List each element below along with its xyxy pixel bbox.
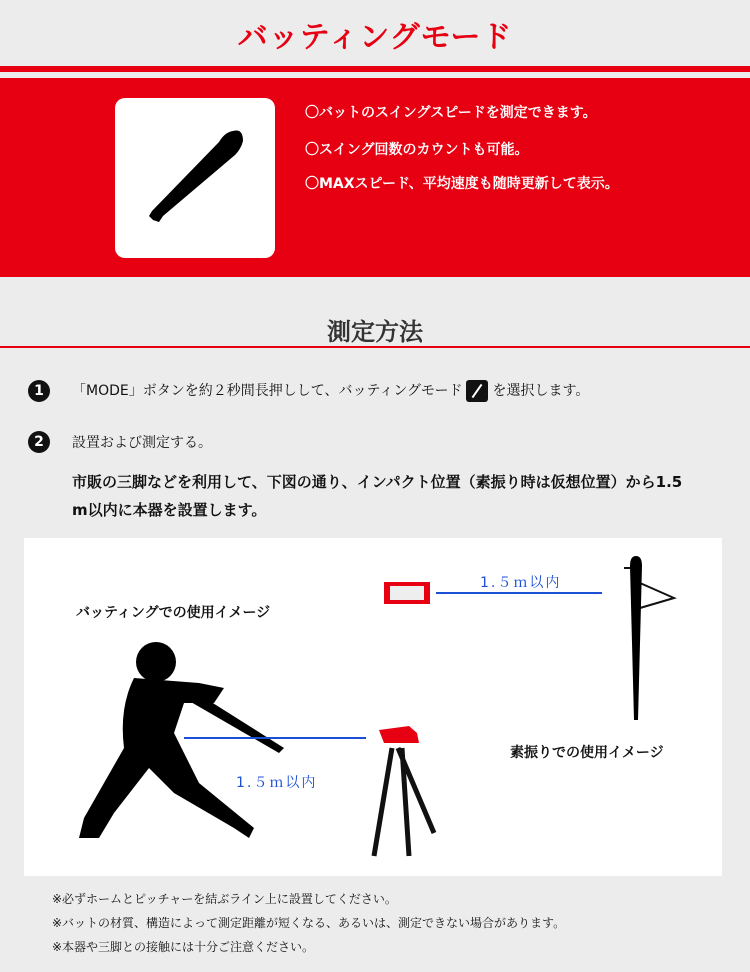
step-number-2: 2 bbox=[28, 431, 50, 453]
divider bbox=[0, 346, 750, 348]
swing-bat bbox=[624, 556, 674, 720]
feature-2: 〇スイング回数のカウントも可能。 bbox=[305, 142, 529, 158]
tripod-device bbox=[374, 726, 434, 856]
feature-1: 〇バットのスイングスピードを測定できます。 bbox=[305, 105, 597, 121]
swing-label: 素振りでの使用イメージ bbox=[510, 745, 664, 761]
device-small bbox=[384, 582, 430, 604]
divider bbox=[0, 66, 750, 72]
page-title: バッティングモード bbox=[237, 20, 513, 55]
step-2-detail-1: 市販の三脚などを利用して、下図の通り、インパクト位置（素振り時は仮想位置）から1.5 bbox=[72, 473, 683, 491]
step-1-text bbox=[72, 380, 589, 402]
note-3: ※本器や三脚との接触には十分ご注意ください。 bbox=[52, 940, 315, 954]
distance-batting: 1.５ｍ以内 bbox=[236, 775, 318, 791]
batting-label: バッティングでの使用イメージ bbox=[76, 605, 271, 621]
step-1-before: 「MODE」ボタンを約２秒間長押しして、バッティングモード bbox=[72, 383, 463, 399]
step-number-1: 1 bbox=[28, 380, 50, 402]
section-heading: 測定方法 bbox=[327, 318, 423, 346]
feature-3: 〇MAXスピード、平均速度も随時更新して表示。 bbox=[305, 176, 619, 192]
distance-swing: 1.５ｍ以内 bbox=[480, 575, 562, 591]
batter-silhouette bbox=[79, 642, 284, 838]
note-1: ※必ずホームとピッチャーを結ぶライン上に設置してください。 bbox=[52, 892, 397, 906]
bat-icon bbox=[115, 98, 275, 258]
illustration-panel bbox=[24, 538, 722, 876]
step-2-detail-2: m以内に本器を設置します。 bbox=[72, 501, 267, 519]
step-1-after: を選択します。 bbox=[492, 383, 590, 399]
batting-mode-icon bbox=[466, 380, 488, 402]
step-2-text: 設置および測定する。 bbox=[72, 435, 212, 451]
note-2: ※バットの材質、構造によって測定距離が短くなる、あるいは、測定できない場合があります。 bbox=[52, 916, 566, 930]
